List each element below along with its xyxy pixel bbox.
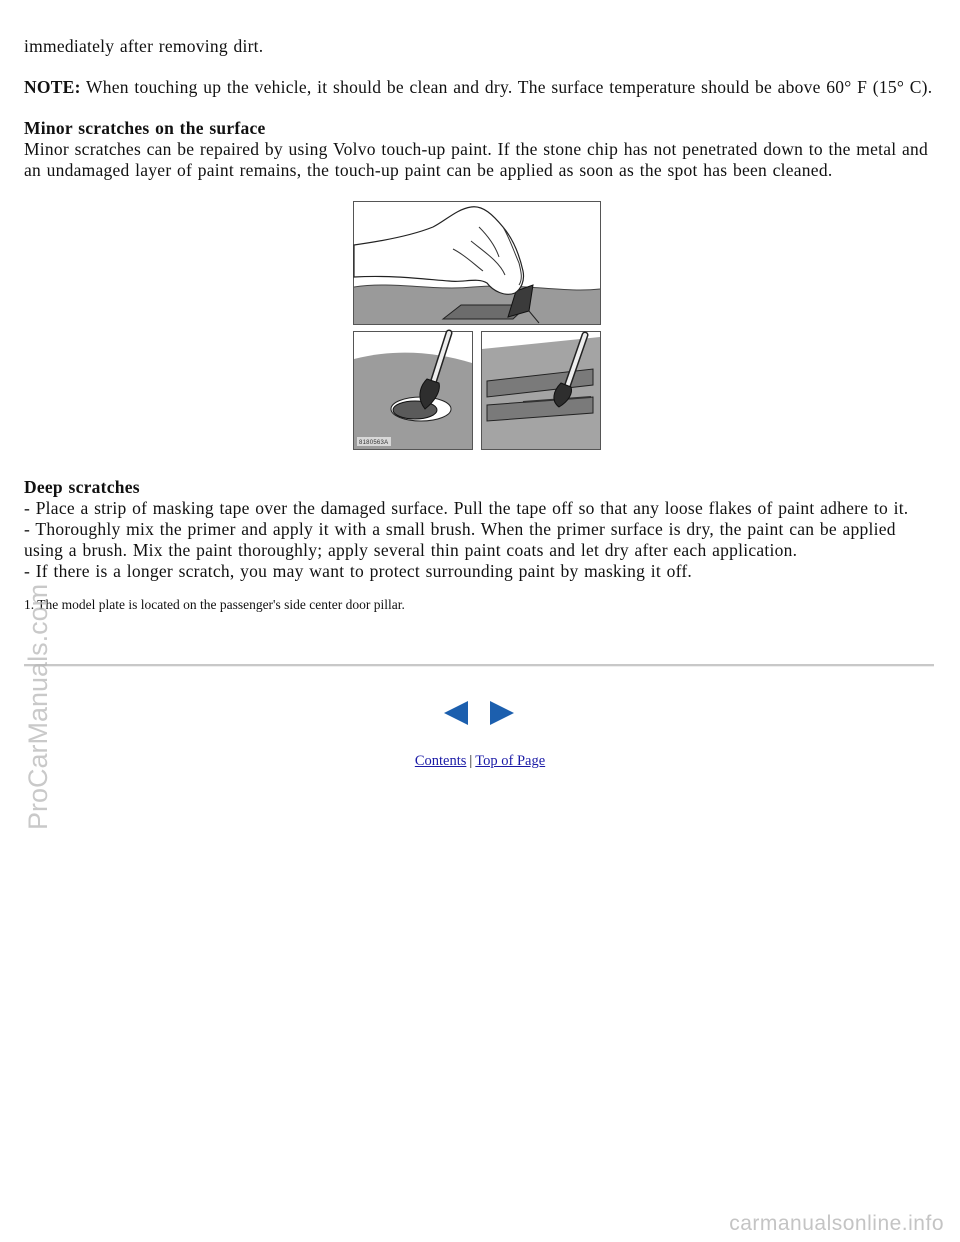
- touch-up-illustration: [353, 201, 603, 451]
- side-watermark: ProCarManuals.com: [23, 583, 53, 830]
- minor-scratches-text: Minor scratches can be repaired by using Volvo touch-up paint. If the stone chip has not penetrated down to the metal and an undamaged layer of paint remains, the touch-up paint can be applied as soon as the spot has been cleaned.: [24, 139, 928, 180]
- footer-links: [0, 752, 960, 770]
- note-paragraph: [24, 77, 936, 98]
- deep-step-3: - If there is a longer scratch, you may want to protect surrounding paint by masking it off.: [24, 561, 693, 581]
- footnote: 1. The model plate is located on the passenger's side center door pillar.: [24, 597, 405, 612]
- left-triangle-icon: [443, 700, 469, 726]
- next-page-button[interactable]: [489, 700, 515, 726]
- deep-scratches-heading: Deep scratches: [24, 477, 140, 497]
- primer-brush-panel: [354, 332, 473, 450]
- minor-scratches-section: [24, 118, 936, 181]
- horizontal-divider: [24, 664, 934, 667]
- minor-scratches-heading: Minor scratches on the surface: [24, 118, 266, 138]
- link-separator: |: [469, 753, 473, 769]
- note-text: When touching up the vehicle, it should be clean and dry. The surface temperature should be above 60° F (15° C).: [80, 77, 933, 97]
- bottom-watermark: carmanualsonline.info: [729, 1212, 944, 1235]
- page-navigation: [443, 700, 519, 726]
- previous-page-button[interactable]: [443, 700, 469, 726]
- deep-scratches-section: [24, 477, 936, 582]
- right-triangle-icon: [489, 700, 515, 726]
- top-of-page-link[interactable]: Top of Page: [475, 753, 546, 769]
- figure-code-label: 8180563A: [359, 440, 389, 446]
- paint-brush-panel: [482, 332, 601, 450]
- tape-application-panel: [354, 202, 601, 325]
- note-label: NOTE:: [24, 77, 81, 97]
- touch-up-illustration-svg: [353, 201, 603, 451]
- intro-text: immediately after removing dirt.: [24, 36, 264, 56]
- deep-step-1: - Place a strip of masking tape over the damaged surface. Pull the tape off so that any loose flakes of paint adhere to it.: [24, 498, 909, 518]
- manual-page: [24, 36, 936, 613]
- deep-step-2: - Thoroughly mix the primer and apply it with a small brush. When the primer surface is dry, the paint can be applied using a brush. Mix the paint thoroughly; apply several thin paint coats and let dry after each application.: [24, 519, 896, 560]
- contents-link[interactable]: Contents: [414, 753, 467, 769]
